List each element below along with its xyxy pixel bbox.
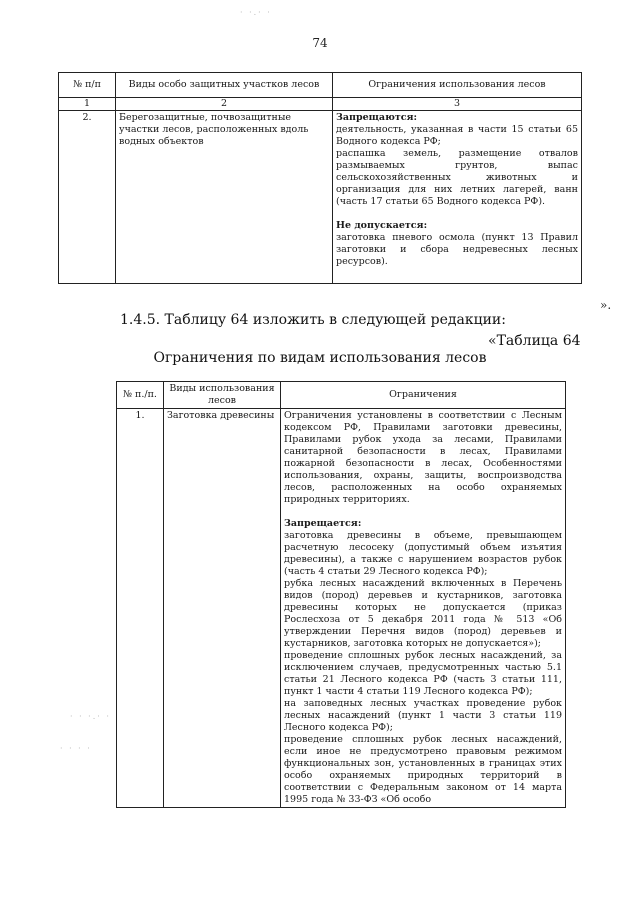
- use-type-cell: Заготовка древесины: [164, 409, 281, 808]
- column-index-row: [59, 98, 582, 111]
- column-index: 2: [116, 98, 333, 111]
- header-area-type: Виды особо защитных участков лесов: [116, 73, 333, 98]
- restriction-item: распашка земель, размещение отвалов размываемых грунтов, выпас сельскохозяйственных животных и организация для них летних лагерей, ванн (часть 17 статьи 65 Водного кодекса РФ).: [336, 148, 578, 207]
- restriction-item: заготовка древесины в объеме, превышающем расчетную лесосеку (допустимый объем изъятия древесины), а также с нарушением возрастов рубок (часть 4 статьи 29 Лесного кодекса РФ);: [284, 530, 562, 577]
- row-number: 2.: [59, 111, 116, 284]
- scan-smudge: · · · ·: [60, 744, 92, 753]
- page-number: 74: [312, 36, 328, 50]
- scan-smudge: · ·.· ·: [240, 8, 272, 17]
- table-label: «Таблица 64: [488, 333, 581, 349]
- restrictions-cell: [281, 409, 566, 808]
- not-allowed-heading: Не допускается:: [336, 220, 428, 231]
- restriction-item: на заповедных лесных участках проведение рубок лесных насаждений (пункт 1 части 3 статьи 119 Лесного кодекса РФ);: [284, 698, 562, 733]
- forest-use-restrictions-table: [116, 381, 566, 808]
- table-title: Ограничения по видам использования лесов: [153, 350, 487, 366]
- prohibited-heading: Запрещаются:: [336, 112, 418, 123]
- restriction-item: заготовка пневого осмола (пункт 13 Правил заготовки и сбора недревесных лесных ресурсов).: [336, 232, 578, 267]
- restrictions-cell: [333, 111, 582, 284]
- protective-areas-table: [58, 72, 582, 284]
- column-index: 3: [333, 98, 582, 111]
- column-index: 1: [59, 98, 116, 111]
- restriction-item: проведение сплошных рубок лесных насаждений, за исключением случаев, предусмотренных частью 5.1 статьи 21 Лесного кодекса РФ (часть 3 статьи 111, пункт 1 части 4 статьи 119 Лесного кодекса РФ);: [284, 650, 562, 697]
- restrictions-intro: Ограничения установлены в соответствии с Лесным кодексом РФ, Правилами заготовки древесины, Правилами рубок ухода за лесами, Правилами санитарной безопасности в лесах, Правилами пожарной безопасности в лесах, Особенностями использования, охраны, защиты, воспроизводства лесов, расположенных на особо охраняемых природных территориях.: [284, 410, 562, 505]
- header-restrictions: Ограничения использования лесов: [333, 73, 582, 98]
- header-restrictions: Ограничения: [281, 382, 566, 409]
- header-number: № п/п: [59, 73, 116, 98]
- prohibited-heading: Запрещается:: [284, 518, 362, 529]
- scan-smudge: · · ·.· ·: [70, 712, 111, 721]
- restriction-item: рубка лесных насаждений включенных в Перечень видов (пород) деревьев и кустарников, заготовка древесины которых не допускается (приказ Рослесхоза от 5 декабря 2011 года № 513 «Об утверждении Перечня видов (пород) деревьев и кустарников, заготовка которых не допускается»);: [284, 578, 562, 649]
- row-number: 1.: [117, 409, 164, 808]
- table-row: [117, 409, 566, 808]
- closing-quote: ».: [600, 298, 612, 312]
- section-heading: 1.4.5. Таблицу 64 изложить в следующей редакции:: [120, 312, 506, 328]
- header-use-type: Виды использования лесов: [164, 382, 281, 409]
- table-header-row: [117, 382, 566, 409]
- table-row: [59, 111, 582, 284]
- area-type-cell: Берегозащитные, почвозащитные участки лесов, расположенных вдоль водных объектов: [116, 111, 333, 284]
- restriction-item: деятельность, указанная в части 15 статьи 65 Водного кодекса РФ;: [336, 124, 578, 147]
- table-header-row: [59, 73, 582, 98]
- header-number: № п./п.: [117, 382, 164, 409]
- restriction-item: проведение сплошных рубок лесных насаждений, если иное не предусмотрено правовым режимом функциональных зон, установленных в границах этих особо охраняемых природных территорий в соответствии с Федеральным законом от 14 марта 1995 года № 33-ФЗ «Об особо: [284, 734, 562, 805]
